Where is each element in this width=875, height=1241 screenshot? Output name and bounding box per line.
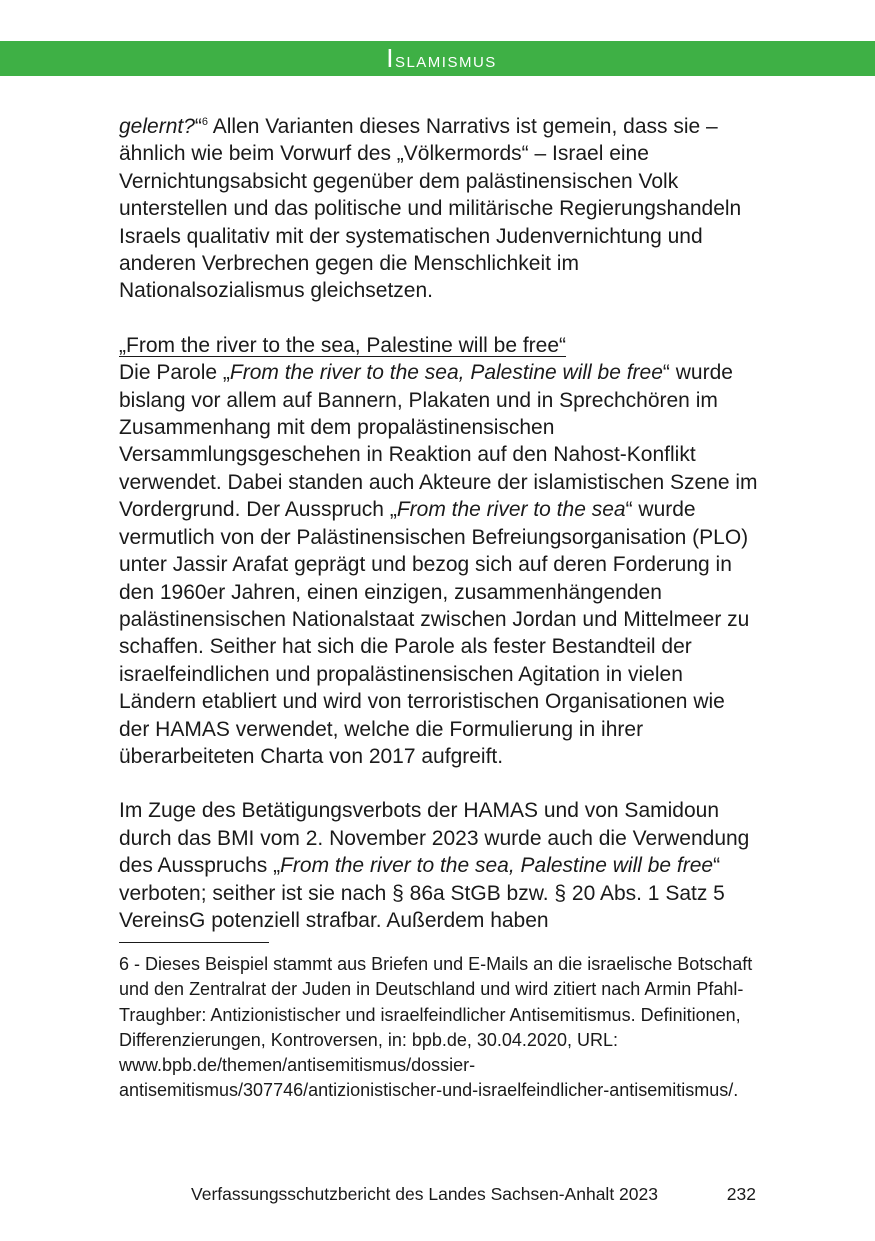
quote-close: “ <box>194 115 202 138</box>
footnote-divider <box>119 942 269 943</box>
paragraph-1-text: Allen Varianten dieses Narrativs ist gemein, dass sie – ähnlich wie beim Vorwurf des „Völkermords“ – Israel eine Vernichtungsabsicht gegenüber dem palästinensischen Volk unterstellen und das politische und militärische Regierungshandeln Israels qualitativ mit der systematischen Judenvernichtung und anderen Verbrechen gegen die Menschlichkeit im Nationalsozialismus gleichsetzen. <box>119 115 742 303</box>
paragraph-2 <box>119 359 759 770</box>
paragraph-2-italic-1: From the river to the sea, Palestine will be free <box>229 361 663 385</box>
paragraph-gap <box>119 770 759 797</box>
section-title <box>378 43 497 74</box>
subheading: „From the river to the sea, Palestine will be free“ <box>119 333 567 357</box>
paragraph-3-text-2: “ verboten; seither ist sie nach § 86a StGB bzw. § 20 Abs. 1 Satz 5 VereinsG potenziell strafbar. Außerdem haben <box>119 854 725 932</box>
footnote-reference[interactable]: 6 <box>201 116 209 128</box>
footer-publication: Verfassungsschutzbericht des Landes Sachsen-Anhalt 2023 <box>191 1184 658 1204</box>
paragraph-3-text-1: Im Zuge des Betätigungsverbots der HAMAS und von Samidoun durch das BMI vom 2. November 2023 wurde auch die Verwendung des Ausspruchs „ <box>119 799 750 878</box>
section-title-rest: slamismus <box>394 49 497 72</box>
paragraph-3 <box>119 797 759 934</box>
section-header-bar <box>0 41 875 76</box>
paragraph-3-italic-1: From the river to the sea, Palestine will be free <box>280 854 714 878</box>
main-text <box>119 113 759 934</box>
paragraph-gap <box>119 305 759 332</box>
footnote-text: 6 - Dieses Beispiel stammt aus Briefen und E-Mails an die israelische Botschaft und den Zentralrat der Juden in Deutschland und wird zitiert nach Armin Pfahl-Traughber: Antizionistischer und israelfeindlicher Antisemitismus. Definitionen, Differenzierungen, Kontroversen, in: bpb.de, 30.04.2020, URL: www.bpb.de/themen/antisemitismus/dossier-antisemitismus/307746/antizionistischer-und-israelfeindlicher-antisemitismus/. <box>119 954 753 1101</box>
quote-end-italic: gelernt? <box>119 115 195 138</box>
paragraph-2-text-3: “ wurde vermutlich von der Palästinensischen Befreiungsorganisation (PLO) unter Jassir Arafat geprägt und bezog sich auf deren Forderung in den 1960er Jahren, einen einzigen, zusammenhängenden palästinensischen Nationalstaat zwischen Jordan und Mittelmeer zu schaffen. Seither hat sich die Parole als fester Bestandteil der israelfeindlichen und propalästinensischen Agitation in vielen Ländern etabliert und wird von terroristischen Organisationen wie der HAMAS verwendet, welche die Formulierung in ihrer überarbeiteten Charta von 2017 aufgreift. <box>119 498 750 768</box>
paragraph-2-text-1: Die Parole „ <box>119 361 230 385</box>
paragraph-2-text-2: “ wurde bislang vor allem auf Bannern, Plakaten und in Sprechchören im Zusammenhang mit dem propalästinensischen Versammlungsgeschehen in Reaktion auf den Nahost-Konflikt verwendet. Dabei standen auch Akteure der islamistischen Szene im Vordergrund. Der Ausspruch „ <box>119 361 758 522</box>
page-number: 232 <box>726 1184 756 1204</box>
paragraph-1 <box>119 113 759 305</box>
paragraph-2-italic-2: From the river to the sea <box>396 498 626 522</box>
footnote <box>119 952 759 1104</box>
page-footer <box>119 1184 756 1205</box>
section-title-initial: I <box>386 43 395 73</box>
